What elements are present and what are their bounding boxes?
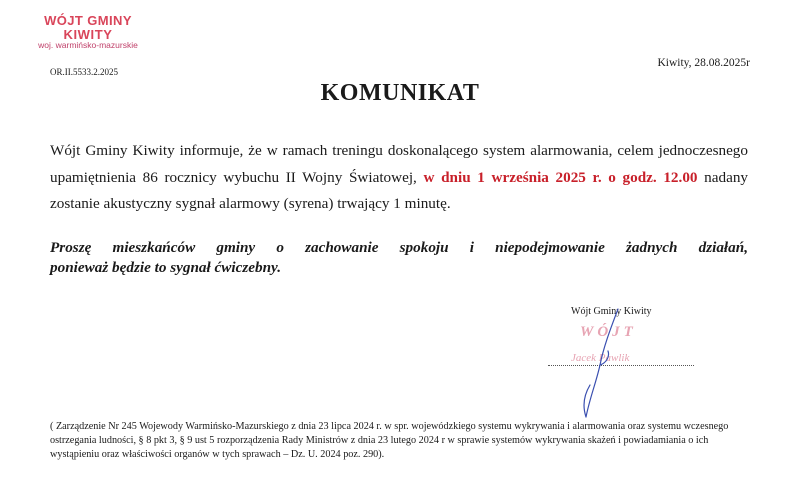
reference-number: OR.II.5533.2.2025 [50, 67, 118, 77]
announcement-body [50, 138, 748, 218]
office-stamp [30, 14, 146, 50]
appeal-line-2: ponieważ będzie to sygnał ćwiczebny. [50, 259, 282, 276]
stamp-line-1: WÓJT GMINY [44, 13, 132, 28]
appeal-line-1: Proszę mieszkańców gminy o zachowanie spokoju i niepodejmowanie żadnych działań, [50, 239, 748, 256]
signature-stamp-name: Jacek Pawlik [571, 352, 630, 364]
handwritten-signature [560, 305, 630, 420]
document-date: Kiwity, 28.08.2025r [657, 57, 750, 69]
stamp-line-3: woj. warmińsko-mazurskie [38, 40, 138, 51]
resident-appeal [50, 238, 748, 278]
body-text-1: Wójt Gminy Kiwity informuje, że w ramach treningu doskonalącego system alarmowania, celem jednoczesnego upamiętnienia 86 rocznicy wybuchu II Wojny Światowej, [50, 142, 748, 186]
signature-stamp-title: WÓJT [580, 324, 637, 340]
stamp-line-2: KIWITY [63, 26, 113, 42]
date-time-highlight: w dniu 1 września 2025 r. o godz. 12.00 [423, 168, 698, 186]
legal-footnote: ( Zarządzenie Nr 245 Wojewody Warmińsko-Mazurskiego z dnia 23 lipca 2024 r. w spr. wojewódzkiego systemu wykrywania i alarmowania oraz systemu wczesnego ostrzegania ludności, § 8 pkt 3, § 9 ust 5 rozporządzenia Rady Ministrów z dnia 23 lutego 2024 r w sprawie systemów wykrywania skażeń i powiadamiania o ich wystąpieniu oraz właściwości organów w tych sprawach – Dz. U. 2024 poz. 290). [50, 421, 729, 460]
signature-heading: Wójt Gminy Kiwity [571, 306, 652, 317]
page-title: KOMUNIKAT [320, 80, 480, 106]
body-text-2: nadany zostanie akustyczny sygnał alarmowy (syrena) trwający 1 minutę. [50, 168, 749, 212]
